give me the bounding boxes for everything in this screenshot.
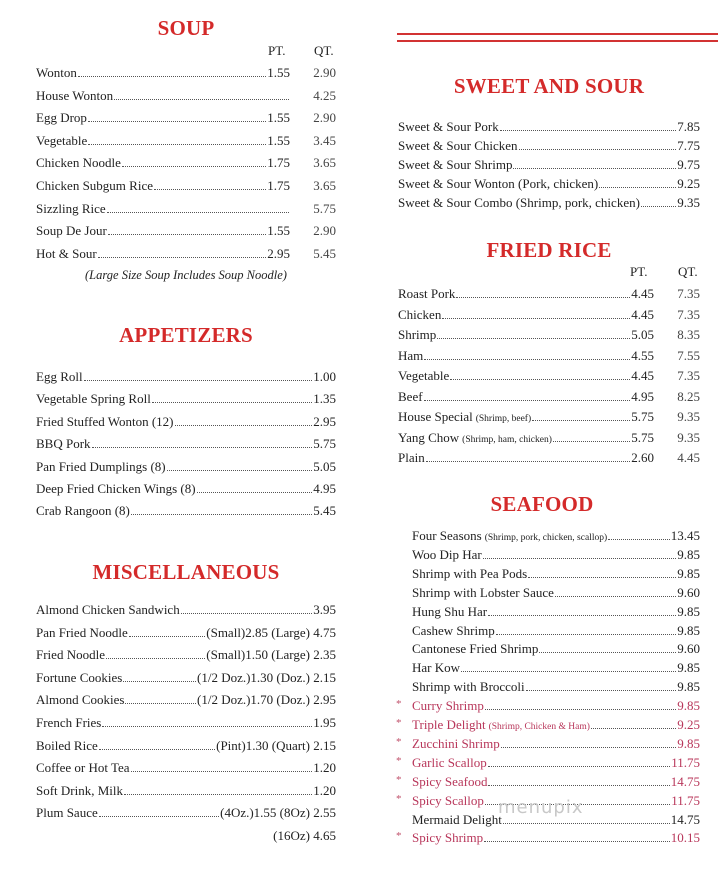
menu-item (412, 585, 700, 603)
item-name: Soup De Jour (36, 223, 107, 239)
menu-item (36, 670, 336, 688)
pint-price: 5.75 (631, 429, 654, 445)
dot-leader (131, 771, 313, 772)
pt-header: PT. (268, 43, 286, 58)
item-price: 1.20 (313, 782, 336, 798)
menu-item (36, 805, 336, 823)
menu-item (412, 547, 700, 565)
pint-price: 1.55 (267, 110, 290, 126)
menu-item (398, 138, 700, 156)
item-price: 9.85 (677, 660, 700, 676)
menu-item (36, 647, 336, 665)
dot-leader (513, 168, 676, 169)
item-name: Spicy Shrimp (412, 830, 484, 846)
item-price: 9.25 (677, 176, 700, 191)
menu-item (36, 783, 336, 801)
item-name: Cantonese Fried Shrimp (412, 641, 539, 657)
dot-leader (484, 841, 670, 842)
pint-price: 2.60 (631, 450, 654, 465)
spicy-marker-icon: * (396, 735, 402, 748)
section-title: MISCELLANEOUS (92, 560, 280, 584)
item-name: Egg Drop (36, 110, 87, 126)
pt-header: PT. (630, 264, 648, 279)
item-name: Roast Pork (398, 286, 456, 301)
menu-item (36, 414, 336, 432)
item-name: Plain (398, 450, 425, 465)
item-price: 9.25 (677, 717, 700, 732)
menu-item (412, 641, 700, 659)
dot-leader (123, 681, 196, 682)
pint-price: 4.45 (631, 306, 654, 322)
dot-leader (84, 380, 313, 381)
dot-leader (107, 212, 289, 213)
dot-leader (124, 794, 312, 795)
item-name: Zucchini Shrimp (412, 735, 500, 751)
item-price: (Small)1.50 (Large) 2.35 (206, 647, 336, 663)
item-name: Spicy Scallop (412, 792, 484, 808)
menu-item (398, 157, 700, 175)
dot-leader (92, 447, 313, 448)
item-name: Garlic Scallop (412, 754, 487, 770)
menu-item (398, 409, 700, 427)
menu-item (36, 155, 336, 173)
quart-price: 2.90 (313, 223, 336, 239)
menu-item (398, 348, 700, 366)
menu-item (398, 286, 700, 304)
item-name: House Wonton (36, 87, 114, 103)
section-title: SOUP (157, 16, 215, 40)
item-name: Yang Chow (398, 429, 460, 445)
soup-footnote: (Large Size Soup Includes Soup Noodle) (85, 268, 287, 282)
quart-price: 8.35 (677, 327, 700, 342)
pint-price: 4.45 (631, 368, 654, 383)
quart-price: 2.90 (313, 65, 336, 80)
item-name: Almond Cookies (36, 692, 125, 708)
item-name: Boiled Rice (36, 737, 98, 753)
dot-leader (88, 121, 266, 122)
menu-item (398, 450, 700, 468)
item-price: 1.35 (313, 391, 336, 407)
menu-item (36, 760, 336, 778)
item-name: Spicy Seafood (412, 773, 488, 789)
menu-item (412, 623, 700, 641)
dot-leader (114, 99, 289, 100)
dot-leader (456, 297, 630, 298)
item-note: (Shrimp, Chicken & Ham) (488, 722, 590, 732)
menu-item (36, 201, 336, 219)
dot-leader (122, 166, 266, 167)
item-name: Vegetable Spring Roll (36, 391, 151, 407)
pint-price: 1.55 (267, 132, 290, 148)
quart-price: 7.35 (677, 368, 700, 383)
menu-item (398, 389, 700, 407)
item-price: 13.45 (670, 528, 700, 543)
item-price: 9.35 (677, 195, 700, 210)
item-name: Hung Shu Har (412, 603, 488, 619)
menu-item (412, 660, 700, 678)
item-name: Shrimp with Lobster Sauce (412, 584, 554, 600)
item-name: Cashew Shrimp (412, 622, 495, 638)
menu-item (36, 133, 336, 151)
quart-price: 4.45 (677, 450, 700, 465)
dot-leader (483, 558, 677, 559)
qt-header: QT. (678, 264, 698, 279)
quart-price: 2.90 (313, 110, 336, 126)
menu-item (396, 830, 700, 848)
dot-leader (154, 189, 266, 190)
quart-price: 3.65 (313, 178, 336, 193)
item-name: Vegetable (36, 132, 88, 148)
divider-rule (397, 40, 718, 42)
quart-price: 5.75 (313, 200, 336, 216)
quart-price: 7.55 (677, 347, 700, 363)
dot-leader (503, 823, 670, 824)
item-price: 9.85 (677, 679, 700, 695)
item-name: House Special (398, 409, 473, 424)
item-name: Pan Fried Dumplings (8) (36, 458, 166, 474)
dot-leader (599, 187, 676, 188)
dot-leader (106, 658, 205, 659)
menu-item (36, 602, 336, 620)
item-price: 5.05 (313, 458, 336, 474)
quart-price: 5.45 (313, 245, 336, 261)
item-name: Woo Dip Har (412, 546, 482, 562)
item-name: Chicken Noodle (36, 155, 121, 171)
dot-leader (461, 671, 676, 672)
menu-item (396, 735, 700, 754)
item-price: 14.75 (670, 773, 700, 789)
dot-leader (485, 709, 676, 710)
menu-item (396, 754, 700, 773)
item-name: BBQ Pork (36, 436, 91, 452)
item-price: 9.85 (677, 698, 700, 714)
dot-leader (129, 636, 206, 637)
item-name: Shrimp with Pea Pods (412, 565, 528, 581)
pint-price: 1.55 (267, 65, 290, 80)
menu-item (36, 65, 336, 83)
item-price: 9.85 (677, 546, 700, 562)
item-name: Crab Rangoon (8) (36, 503, 130, 519)
item-price: 10.15 (670, 830, 700, 846)
pint-price: 5.05 (631, 327, 654, 342)
quart-price: 8.25 (677, 388, 700, 404)
item-price: (1/2 Doz.)1.70 (Doz.) 2.95 (197, 692, 336, 708)
dot-leader (102, 726, 312, 727)
quart-price: 3.65 (313, 155, 336, 171)
menu-item (412, 679, 700, 697)
spicy-marker-icon: * (396, 773, 402, 786)
dot-leader (437, 338, 630, 339)
menu-item (398, 430, 700, 448)
dot-leader (488, 785, 669, 786)
quart-price: 7.35 (677, 306, 700, 322)
item-price: (1/2 Doz.)1.30 (Doz.) 2.15 (197, 669, 336, 685)
menu-item (36, 625, 336, 643)
item-name: Soft Drink, Milk (36, 782, 124, 798)
dot-leader (500, 130, 677, 131)
dot-leader (641, 206, 676, 207)
dot-leader (591, 728, 676, 729)
pint-price: 1.75 (267, 178, 290, 193)
dot-leader (426, 461, 631, 462)
dot-leader (528, 577, 676, 578)
dot-leader (526, 690, 677, 691)
item-name: Chicken (398, 306, 442, 322)
pint-price: 1.75 (267, 155, 290, 171)
dot-leader (197, 492, 313, 493)
item-price: (Pint)1.30 (Quart) 2.15 (216, 737, 336, 753)
item-price: 4.95 (313, 481, 336, 496)
menu-item (36, 436, 336, 454)
menu-item (36, 459, 336, 477)
item-name: Coffee or Hot Tea (36, 760, 130, 776)
dot-leader (608, 539, 670, 540)
pint-price: 4.55 (631, 347, 654, 363)
item-name: Pan Fried Noodle (36, 624, 128, 640)
item-name: Fried Noodle (36, 647, 105, 663)
menu-item (398, 119, 700, 137)
dot-leader (181, 613, 313, 614)
dot-leader (553, 441, 630, 442)
item-name: Chicken Subgum Rice (36, 178, 153, 193)
item-note: (Shrimp, pork, chicken, scallop) (484, 533, 608, 543)
dot-leader (488, 766, 670, 767)
item-price: 7.75 (677, 138, 700, 153)
dot-leader (488, 615, 676, 616)
menu-item (36, 738, 336, 756)
menu-item (396, 698, 700, 716)
quart-price: 9.35 (677, 429, 700, 445)
spicy-marker-icon: * (396, 792, 402, 805)
item-price: 1.00 (313, 369, 336, 384)
item-name: French Fries (36, 715, 102, 730)
menu-item (36, 715, 336, 733)
item-name: Almond Chicken Sandwich (36, 602, 180, 617)
item-name: Beef (398, 388, 423, 404)
item-note: (Shrimp, ham, chicken) (462, 434, 552, 445)
menu-item (36, 110, 336, 128)
watermark: menupix (498, 797, 584, 818)
item-name: Shrimp with Broccoli (412, 679, 525, 695)
item-name: Curry Shrimp (412, 698, 484, 714)
dot-leader (167, 470, 313, 471)
item-price: 9.60 (677, 584, 700, 600)
item-price: 9.85 (677, 622, 700, 638)
item-name: Sweet & Sour Chicken (398, 138, 518, 153)
item-price: 9.85 (677, 603, 700, 619)
item-name: Sweet & Sour Shrimp (398, 157, 513, 172)
dot-leader (152, 402, 312, 403)
item-price: 9.75 (677, 157, 700, 172)
dot-leader (99, 816, 219, 817)
spicy-marker-icon: * (396, 830, 402, 843)
menu-item (398, 327, 700, 345)
menu-item (36, 88, 336, 106)
section-title: SWEET AND SOUR (453, 74, 645, 98)
dot-leader (108, 234, 266, 235)
item-price: 11.75 (671, 754, 700, 770)
quart-price: 4.25 (313, 87, 336, 103)
dot-leader (555, 596, 676, 597)
item-name: Sweet & Sour Combo (Shrimp, pork, chicken) (398, 195, 640, 210)
dot-leader (450, 379, 630, 380)
item-price: 1.95 (313, 715, 336, 730)
dot-leader (539, 652, 676, 653)
menu-item (36, 391, 336, 409)
dot-leader (88, 144, 266, 145)
item-name: Fortune Cookies (36, 669, 123, 685)
item-price: 3.95 (313, 602, 336, 617)
pint-price: 2.95 (267, 245, 290, 261)
item-price: 14.75 (670, 811, 700, 827)
item-name: Wonton (36, 65, 77, 80)
item-name: Triple Delight (412, 717, 486, 732)
menu-item (36, 246, 336, 264)
item-name: Sweet & Sour Wonton (Pork, chicken) (398, 176, 599, 191)
pint-price: 4.45 (631, 286, 654, 301)
menu-item (398, 195, 700, 213)
item-name: Shrimp (398, 327, 437, 342)
item-name: Deep Fried Chicken Wings (8) (36, 481, 196, 496)
menu-item (412, 604, 700, 622)
menu-item (412, 528, 700, 546)
spicy-marker-icon: * (396, 717, 402, 729)
item-name: Vegetable (398, 368, 450, 383)
pint-price: 1.55 (267, 223, 290, 239)
menu-item (396, 717, 700, 735)
dot-leader (501, 747, 677, 748)
dot-leader (131, 514, 312, 515)
item-name: Egg Roll (36, 369, 83, 384)
item-price: (Small)2.85 (Large) 4.75 (206, 624, 336, 640)
quart-price: 3.45 (313, 132, 336, 148)
pint-price: 5.75 (631, 409, 654, 424)
section-title: SEAFOOD (490, 492, 594, 516)
item-name: Fried Stuffed Wonton (12) (36, 413, 174, 429)
quart-price: 7.35 (677, 286, 700, 301)
dot-leader (98, 257, 267, 258)
qt-header: QT. (314, 43, 334, 58)
item-price: (4Oz.)1.55 (8Oz) 2.55 (220, 805, 336, 821)
dot-leader (99, 749, 215, 750)
menu-item (412, 566, 700, 584)
menu-item (398, 307, 700, 325)
dot-leader (78, 76, 266, 77)
item-name: Hot & Sour (36, 245, 97, 261)
menu-item (36, 481, 336, 499)
item-price: 9.85 (677, 735, 700, 751)
item-name: Four Seasons (412, 528, 482, 543)
menu-item (398, 176, 700, 194)
item-price: 5.75 (313, 436, 336, 452)
item-name: Mermaid Delight (412, 811, 502, 827)
item-note: (Shrimp, beef) (475, 414, 532, 424)
dot-leader (175, 425, 313, 426)
item-name: Sizzling Rice (36, 200, 106, 216)
item-price: 1.20 (313, 760, 336, 776)
item-price: 5.45 (313, 503, 336, 519)
spicy-marker-icon: * (396, 754, 402, 767)
section-title: FRIED RICE (486, 238, 612, 262)
menu-item (36, 223, 336, 241)
menu-item (36, 503, 336, 521)
menu-item (36, 369, 336, 387)
dot-leader (496, 634, 677, 635)
dot-leader (442, 318, 630, 319)
divider-rule (397, 33, 718, 35)
item-price: 7.85 (677, 119, 700, 134)
pint-price: 4.95 (631, 388, 654, 404)
item-name: Har Kow (412, 660, 461, 676)
item-price: 11.75 (671, 792, 700, 808)
menu-item (398, 368, 700, 386)
item-price: 2.95 (313, 413, 336, 429)
quart-price: 9.35 (677, 409, 700, 424)
menu-item (396, 773, 700, 792)
item-price: 9.85 (677, 565, 700, 581)
plum-sauce-extra-price: (16Oz) 4.65 (273, 828, 336, 843)
item-name: Ham (398, 347, 424, 363)
menu-item (36, 692, 336, 710)
spicy-marker-icon: * (396, 698, 402, 711)
item-name: Sweet & Sour Pork (398, 119, 499, 134)
dot-leader (125, 703, 196, 704)
item-price: 9.60 (677, 641, 700, 657)
item-name: Plum Sauce (36, 805, 98, 821)
menu-item (36, 178, 336, 196)
dot-leader (519, 149, 677, 150)
dot-leader (424, 400, 631, 401)
section-title: APPETIZERS (119, 323, 253, 347)
dot-leader (424, 359, 630, 360)
dot-leader (532, 420, 630, 421)
